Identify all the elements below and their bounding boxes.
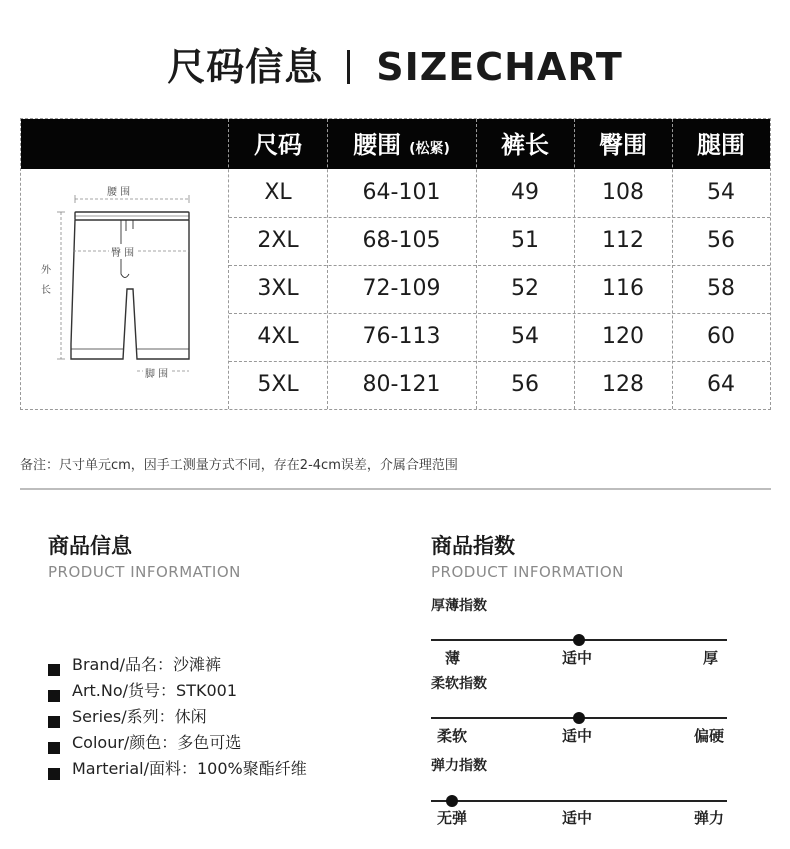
cell-hip: 120 xyxy=(602,324,644,349)
scale-label: 厚薄指数 xyxy=(431,598,487,614)
page-title xyxy=(0,36,790,91)
header-size: 尺码 xyxy=(254,131,302,159)
section-divider xyxy=(20,488,771,490)
header-leg: 腿围 xyxy=(697,131,745,159)
cell-size: 4XL xyxy=(257,324,299,349)
info-text: Colour/颜色：多色可选 xyxy=(72,733,242,752)
scale-min-label: 无弹 xyxy=(437,809,468,827)
scale-label: 弹力指数 xyxy=(431,758,487,774)
header-waist-note: (松紧) xyxy=(409,141,450,157)
scale-label: 柔软指数 xyxy=(431,676,487,692)
scale-mid-label: 适中 xyxy=(562,809,593,827)
cell-waist: 68-105 xyxy=(362,228,441,253)
info-text: Marterial/面料：100%聚酯纤维 xyxy=(72,759,307,778)
scale-min-label: 薄 xyxy=(445,649,461,667)
cell-waist: 72-109 xyxy=(362,276,441,301)
scale-mid-label: 适中 xyxy=(562,649,593,667)
scale-marker xyxy=(573,712,585,724)
scale-marker xyxy=(446,795,458,807)
cell-leg: 60 xyxy=(707,324,735,349)
scale-marker xyxy=(573,634,585,646)
scale-max-label: 厚 xyxy=(703,649,719,667)
header-waist-label: 腰围 xyxy=(353,131,402,159)
header-waist xyxy=(327,119,476,169)
bullet-icon xyxy=(48,768,60,780)
cell-length: 56 xyxy=(511,372,539,397)
cell-size: 2XL xyxy=(257,228,299,253)
scale-mid-label: 适中 xyxy=(562,727,593,745)
info-text: Series/系列：休闲 xyxy=(72,707,207,726)
shorts-measurement-diagram xyxy=(21,169,229,409)
scale-max-label: 弹力 xyxy=(694,809,725,827)
measurement-note: 备注：尺寸单元cm，因手工测量方式不同，存在2-4cm误差，介属合理范围 xyxy=(20,458,458,473)
header-hip: 臀围 xyxy=(599,131,647,159)
cell-waist: 76-113 xyxy=(362,324,441,349)
cell-length: 51 xyxy=(511,228,539,253)
title-en: SIZECHART xyxy=(376,45,623,89)
cell-length: 49 xyxy=(511,180,539,205)
cell-length: 52 xyxy=(511,276,539,301)
outer-length-label-2: 长 xyxy=(41,285,51,296)
cell-waist: 80-121 xyxy=(362,372,441,397)
info-text: Art.No/货号：STK001 xyxy=(72,681,237,700)
title-separator xyxy=(347,50,350,84)
cell-length: 54 xyxy=(511,324,539,349)
scale-max-label: 偏硬 xyxy=(694,727,725,745)
cell-leg: 56 xyxy=(707,228,735,253)
cell-leg: 58 xyxy=(707,276,735,301)
hip-label: 臀 围 xyxy=(109,244,136,259)
size-chart-table xyxy=(20,118,771,410)
bullet-icon xyxy=(48,690,60,702)
scale-track xyxy=(431,800,727,802)
product-index-title: 商品指数 xyxy=(431,534,515,558)
product-index-subtitle: PRODUCT INFORMATION xyxy=(431,563,624,581)
outer-length-label-1: 外 xyxy=(41,265,51,276)
header-length: 裤长 xyxy=(501,131,549,159)
leg-opening-label: 脚 围 xyxy=(143,365,170,380)
title-cn: 尺码信息 xyxy=(167,45,324,89)
waist-label: 腰 围 xyxy=(105,183,132,198)
cell-hip: 108 xyxy=(602,180,644,205)
bullet-icon xyxy=(48,716,60,728)
cell-hip: 128 xyxy=(602,372,644,397)
product-info-title: 商品信息 xyxy=(48,534,132,558)
shorts-illustration xyxy=(21,169,229,409)
cell-size: XL xyxy=(264,180,292,205)
bullet-icon xyxy=(48,664,60,676)
product-info-subtitle: PRODUCT INFORMATION xyxy=(48,563,241,581)
cell-hip: 112 xyxy=(602,228,644,253)
cell-waist: 64-101 xyxy=(362,180,441,205)
cell-size: 5XL xyxy=(257,372,299,397)
cell-leg: 64 xyxy=(707,372,735,397)
bullet-icon xyxy=(48,742,60,754)
cell-hip: 116 xyxy=(602,276,644,301)
scale-min-label: 柔软 xyxy=(437,727,468,745)
cell-leg: 54 xyxy=(707,180,735,205)
cell-size: 3XL xyxy=(257,276,299,301)
info-text: Brand/品名：沙滩裤 xyxy=(72,655,222,674)
